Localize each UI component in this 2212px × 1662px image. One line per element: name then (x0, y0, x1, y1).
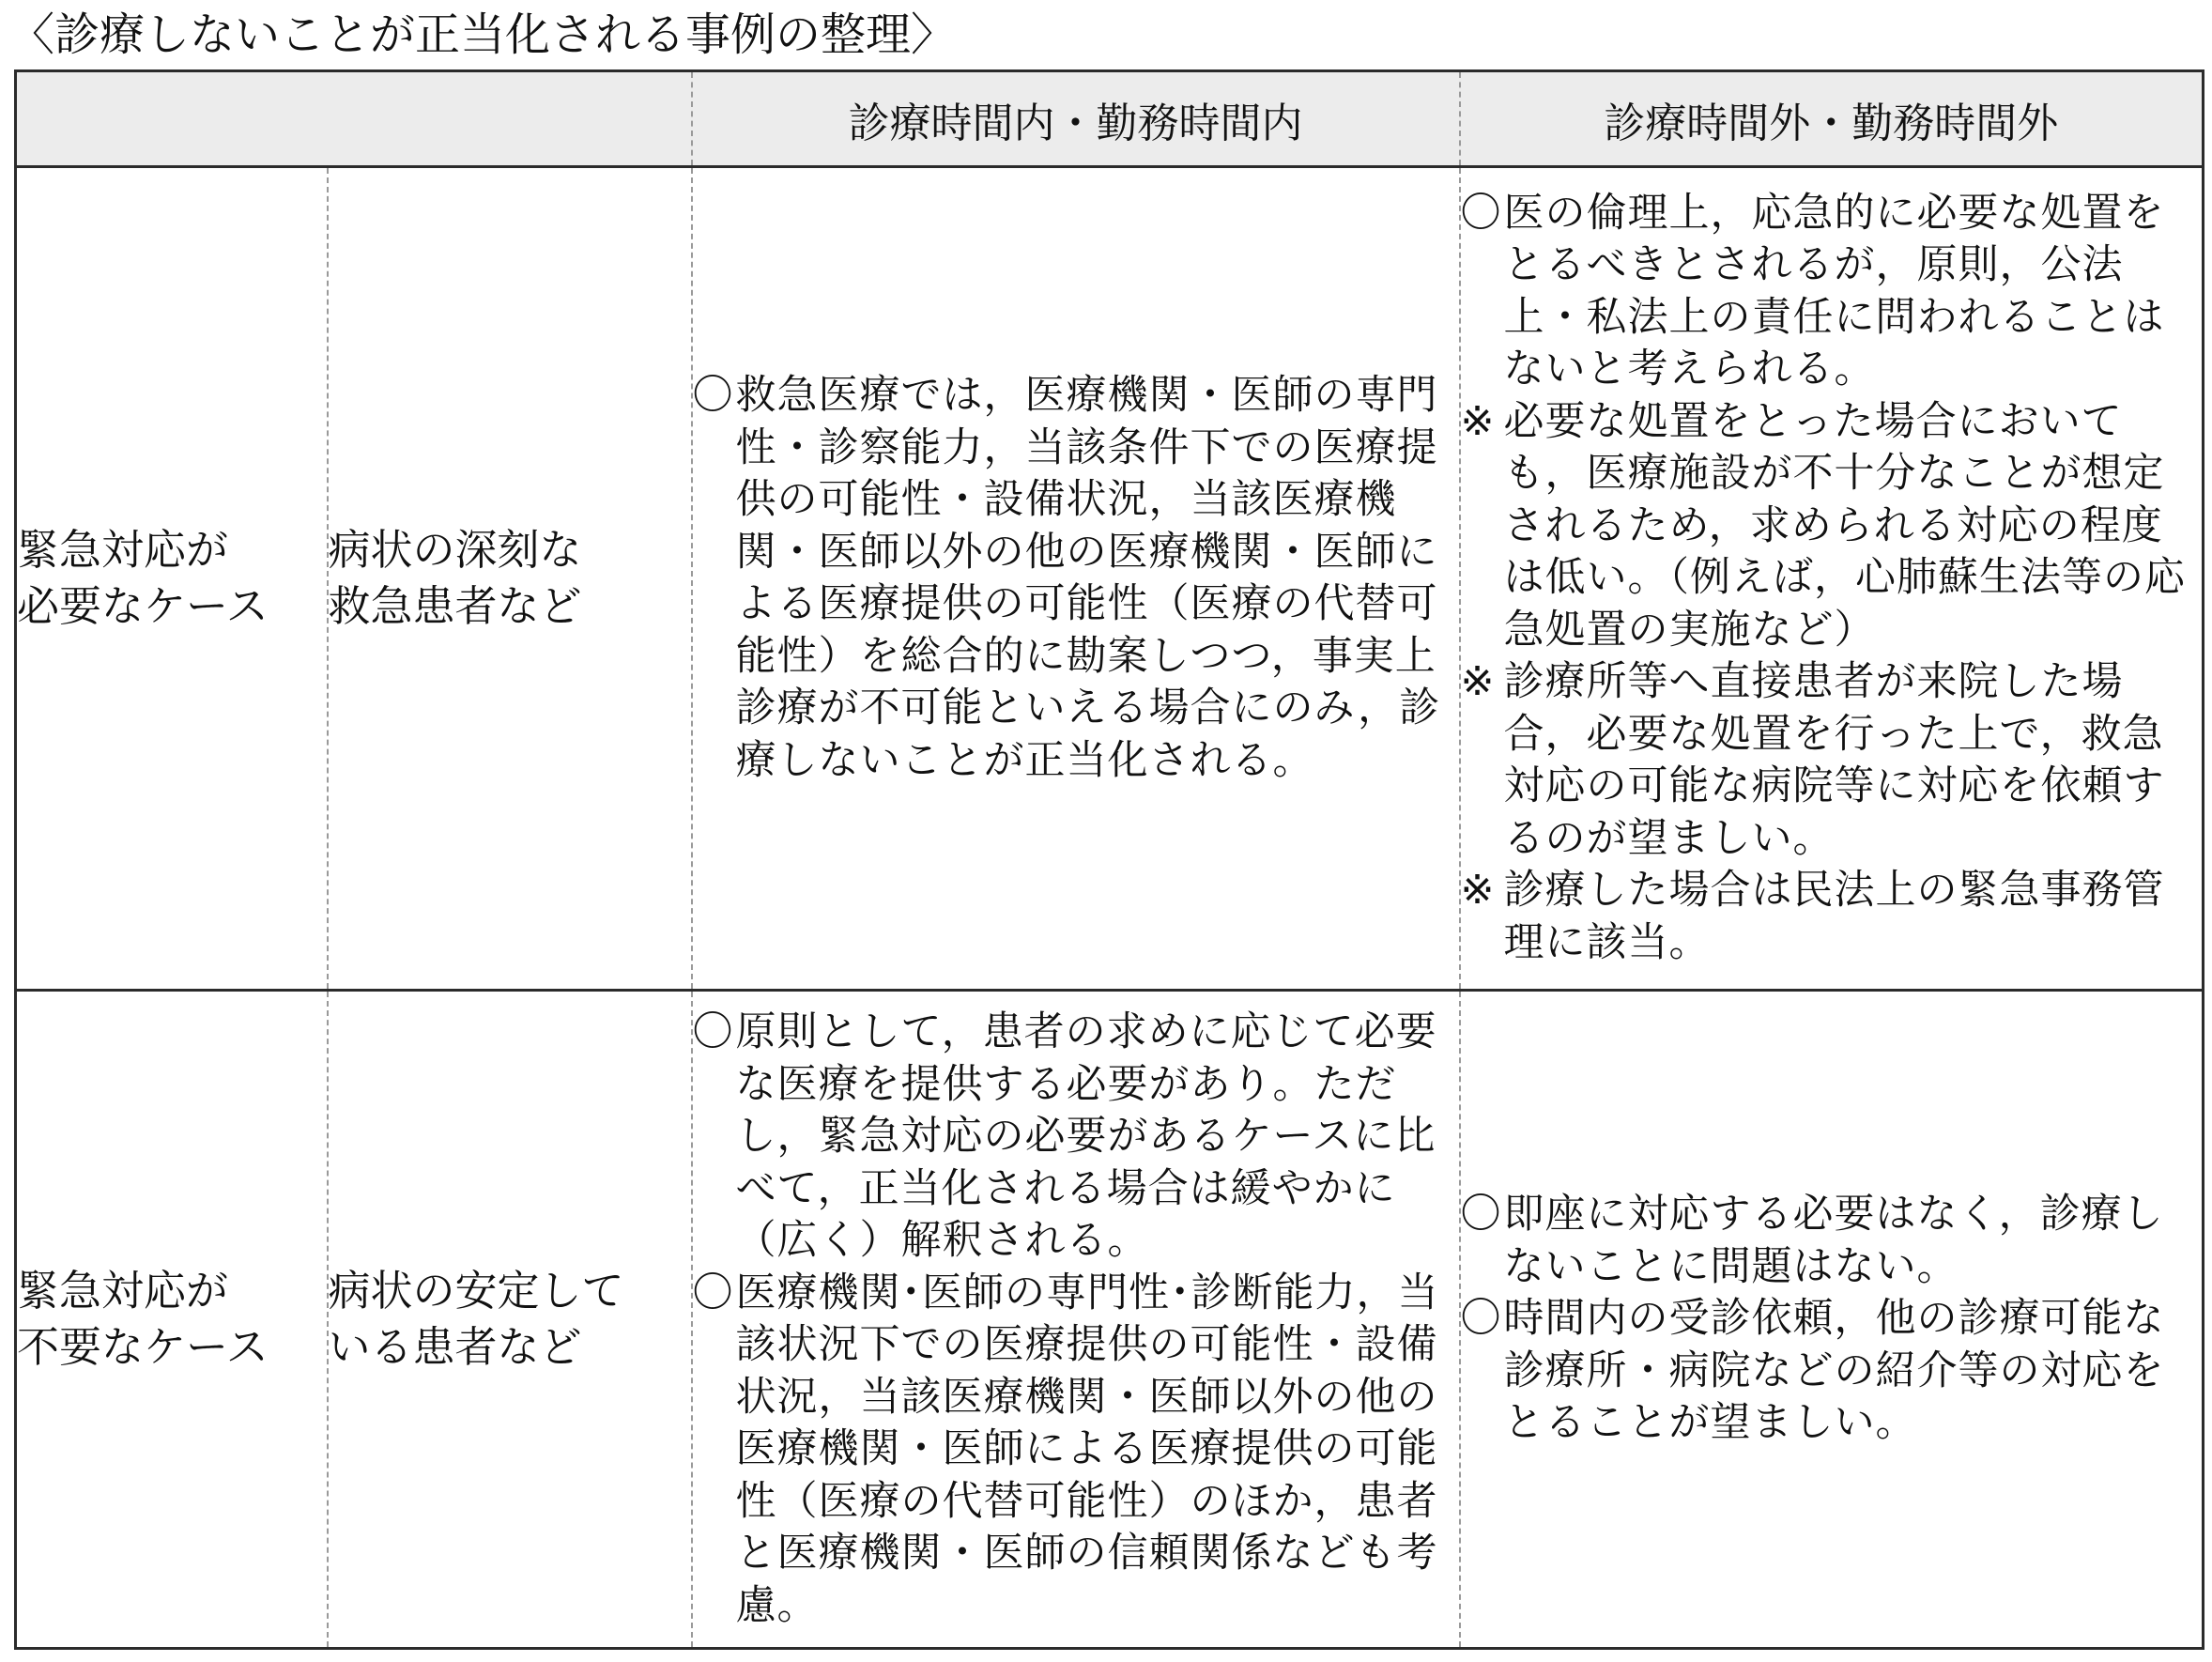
table-row-non-emergency (16, 991, 2204, 1649)
table-row-emergency (16, 167, 2204, 991)
out-hours-cell (1460, 167, 2204, 991)
case-table (14, 69, 2204, 1650)
case-label-line: 必要なケース (17, 581, 269, 631)
bullet-text: 医の倫理上，応急的に必要な処置をとるべきとされるが，原則，公法上・私法上の責任に問われることはないと考えられる。 (1503, 189, 2165, 393)
note-text: 必要な処置をとった場合においても，医療施設が不十分なことが想定されるため，求められる対応の程度は低い。（例えば，心肺蘇生法等の応急処置の実施など） (1503, 397, 2186, 654)
case-label-line: 緊急対応が (17, 525, 229, 575)
header-out-hours: 診療時間外・勤務時間外 (1460, 71, 2204, 167)
bullet-mark: 〇 (1460, 189, 1502, 237)
header-in-hours: 診療時間内・勤務時間内 (692, 71, 1460, 167)
in-hours-cell (692, 167, 1460, 991)
bullet-paragraph (693, 370, 1459, 787)
patient-label-line: いる患者など (328, 1322, 582, 1372)
bullet-text: 救急医療では，医療機関・医師の専門性・診察能力，当該条件下での医療提供の可能性・設備状況，当該医療機関・医師以外の他の医療機関・医師による医療提供の可能性（医療の代替可能性）を総合的に勘案しつつ，事実上診療が不可能といえる場合にのみ，診療しないことが正当化される。 (735, 372, 1441, 784)
patient-label-cell (328, 167, 692, 991)
page-title: 〈診療しないことが正当化される事例の整理〉 (9, 8, 957, 61)
note-mark: ※ (1460, 397, 1496, 445)
bullet-paragraph (1461, 188, 2203, 396)
case-label-line: 不要なケース (17, 1322, 269, 1372)
patient-label-line: 救急患者など (328, 581, 582, 631)
bullet-mark: 〇 (1460, 1295, 1502, 1343)
table-header-row (16, 71, 2204, 167)
patient-label-line: 病状の安定して (328, 1266, 624, 1316)
case-label-cell (16, 167, 328, 991)
bullet-text: 時間内の受診依頼，他の診療可能な診療所・病院などの紹介等の対応をとることが望ましい。 (1503, 1295, 2165, 1447)
bullet-text: 原則として，患者の求めに応じて必要な医療を提供する必要があり。ただし，緊急対応の必要があるケースに比べて，正当化される場合は緩やかに（広く）解釈される。 (735, 1008, 1437, 1264)
note-mark: ※ (1460, 867, 1496, 915)
header-blank-cell (16, 71, 692, 167)
bullet-text: 即座に対応する必要はなく，診療しないことに問題はない。 (1503, 1191, 2164, 1290)
bullet-paragraph (1461, 1189, 2203, 1293)
bullet-mark: 〇 (692, 372, 734, 419)
patient-label-line: 病状の深刻な (328, 525, 582, 575)
bullet-mark: 〇 (692, 1269, 734, 1316)
bullet-paragraph (1461, 1293, 2203, 1450)
bullet-paragraph (693, 1268, 1459, 1633)
in-hours-cell (692, 991, 1460, 1649)
patient-label-cell (328, 991, 692, 1649)
bullet-mark: 〇 (1460, 1191, 1502, 1239)
note-paragraph (1461, 865, 2203, 969)
note-paragraph (1461, 396, 2203, 657)
case-label-cell (16, 991, 328, 1649)
bullet-paragraph (693, 1007, 1459, 1268)
bullet-mark: 〇 (692, 1008, 734, 1055)
case-label-line: 緊急対応が (17, 1266, 229, 1316)
note-text: 診療した場合は民法上の緊急事務管理に該当。 (1503, 867, 2165, 966)
note-mark: ※ (1460, 658, 1496, 706)
note-text: 診療所等へ直接患者が来院した場合，必要な処置を行った上で，救急対応の可能な病院等に対応を依頼するのが望ましい。 (1503, 658, 2165, 862)
out-hours-cell (1460, 991, 2204, 1649)
bullet-text: 医療機関･医師の専門性･診断能力，当該状況下での医療提供の可能性・設備状況，当該医療機関・医師以外の他の医療機関・医師による医療提供の可能性（医療の代替可能性）のほか，患者と医療機関・医師の信頼関係なども考慮。 (735, 1269, 1439, 1629)
note-paragraph (1461, 656, 2203, 865)
